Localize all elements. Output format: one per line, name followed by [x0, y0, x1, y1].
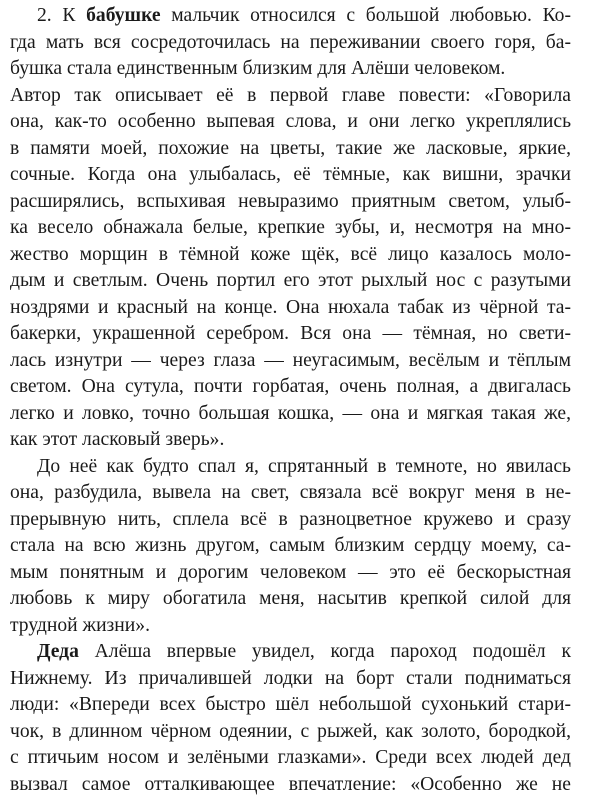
text-line: вызвал самое отталкивающее впечатление: «Особенно же не — [10, 773, 571, 795]
text-line: в памяти моей, похожие на цветы, такие же ласковые, яркие, — [10, 137, 571, 159]
text-line: сочные. Когда она улыбалась, её тёмные, как вишни, зрачки — [10, 164, 571, 185]
text-line: До неё как будто спал я, спрятанный в темноте, но явилась — [37, 455, 571, 477]
text-line: легко и ловко, точно большая кошка, — она и мягкая такая же, — [10, 402, 571, 424]
text-line: она, разбудила, вывела на свет, связала всё вокруг меня в не- — [10, 482, 571, 503]
text-line: Автор так описывает её в первой главе повести: «Говорила — [10, 84, 571, 106]
text-line: Деда Алёша впервые увидел, когда пароход подошёл к — [37, 641, 571, 662]
text-line: ка весело обнажала белые, крепкие зубы, и, несмотря на мно- — [10, 217, 571, 238]
text-line: любовь к миру обогатила меня, насытив крепкой силой для — [10, 588, 571, 609]
text-line: она, как-то особенно выпевая слова, и они легко укреплялись — [10, 111, 571, 132]
text-line: Нижнему. Из причалившей лодки на борт стали подниматься — [10, 667, 571, 689]
text-line: бакерки, украшенной серебром. Вся она — тёмная, но свети- — [10, 323, 571, 344]
text-line: гда мать вся сосредоточилась на переживании своего горя, ба- — [10, 31, 571, 53]
text-line: люди: «Впереди всех быстро шёл небольшой сухонький стари- — [10, 694, 571, 715]
text-line: стала на всю жизнь другом, самым близким сердцу моему, са- — [10, 535, 571, 556]
text-line: мым понятным и дорогим человеком — это её бескорыстная — [10, 561, 571, 583]
text-line: с птичьим носом и зелёными глазками». Среди всех людей дед — [10, 747, 571, 768]
bold-term-babushka: бабушке — [86, 5, 161, 26]
text-line: ноздрями и красный на конце. Она нюхала табак из чёрной та- — [10, 296, 571, 318]
text-line: прерывную нить, сплела всё в разноцветное кружево и сразу — [10, 508, 571, 530]
text-line: как этот ласковый зверь». — [10, 429, 225, 450]
bold-term-deda: Деда — [37, 641, 79, 662]
text-line: трудной жизни». — [10, 614, 150, 636]
text-line: светом. Она сутула, почти горбатая, очень полная, а двигалась — [10, 376, 571, 397]
text-line: 2. К бабушке мальчик относился с большой любовью. Ко- — [37, 5, 571, 26]
text-line: расширялись, вспыхивая невыразимо приятным светом, улыб- — [10, 190, 571, 212]
text-line: лась изнутри — через глаза — неугасимым, весёлым и тёплым — [10, 349, 571, 371]
text-line: дым и светлым. Очень портил его этот рыхлый нос с разутыми — [10, 270, 571, 291]
text-line: чок, в длинном чёрном одеянии, с рыжей, как золото, бородкой, — [10, 720, 571, 742]
text-line: жество морщин в тёмной коже щёк, всё лицо казалось моло- — [10, 243, 571, 265]
text-line: бушка стала единственным близким для Алёши человеком. — [10, 58, 506, 79]
